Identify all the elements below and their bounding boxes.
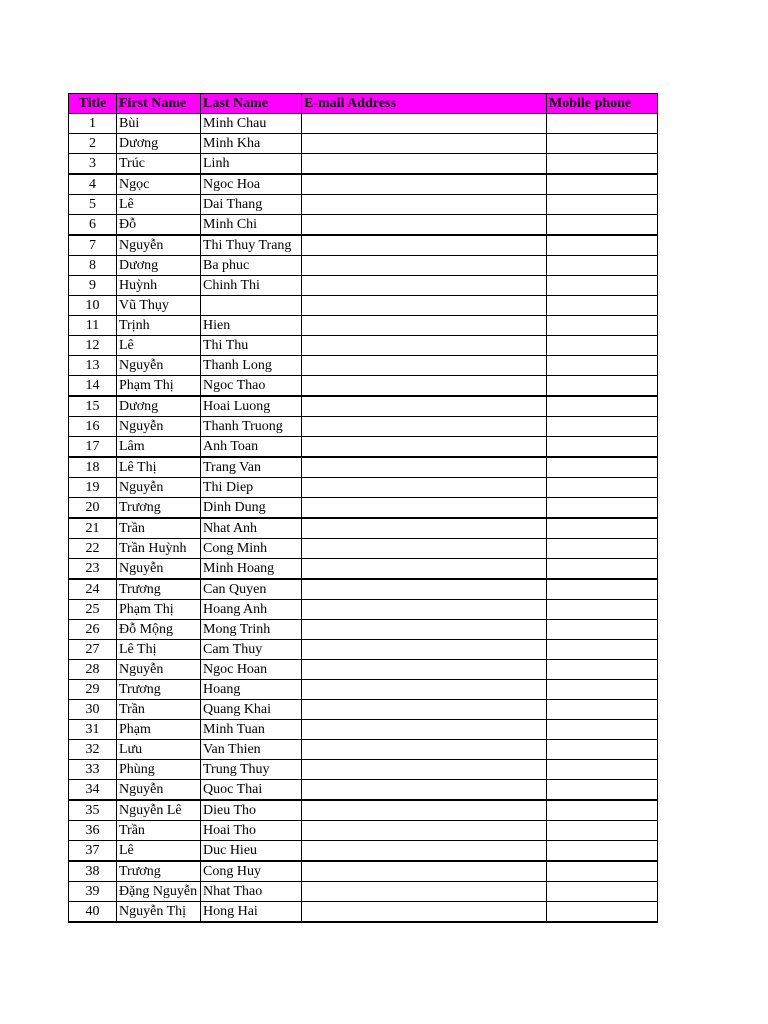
cell-last-name: Minh Chi <box>201 215 302 236</box>
cell-first-name: Lê Thị <box>117 640 201 660</box>
cell-title: 40 <box>69 902 117 923</box>
cell-last-name: Thi Diep <box>201 478 302 498</box>
cell-last-name: Ba phuc <box>201 256 302 276</box>
cell-mobile-phone <box>547 276 658 296</box>
header-row <box>69 94 658 114</box>
cell-last-name: Trang Van <box>201 457 302 478</box>
cell-email <box>302 437 547 458</box>
header-mobile-phone: Mobile phone <box>547 94 658 114</box>
cell-title: 32 <box>69 740 117 760</box>
table-row <box>69 174 658 195</box>
cell-title: 3 <box>69 154 117 175</box>
cell-mobile-phone <box>547 821 658 841</box>
cell-first-name: Dương <box>117 134 201 154</box>
cell-title: 6 <box>69 215 117 236</box>
cell-title: 16 <box>69 417 117 437</box>
table-row <box>69 882 658 902</box>
table-row <box>69 760 658 780</box>
cell-last-name: Dinh Dung <box>201 498 302 519</box>
table-header <box>69 94 658 114</box>
cell-mobile-phone <box>547 680 658 700</box>
cell-last-name: Dai Thang <box>201 195 302 215</box>
cell-title: 30 <box>69 700 117 720</box>
cell-mobile-phone <box>547 457 658 478</box>
cell-email <box>302 620 547 640</box>
cell-email <box>302 256 547 276</box>
cell-email <box>302 417 547 437</box>
table-row <box>69 396 658 417</box>
cell-title: 8 <box>69 256 117 276</box>
cell-first-name: Ngọc <box>117 174 201 195</box>
cell-mobile-phone <box>547 600 658 620</box>
cell-title: 5 <box>69 195 117 215</box>
cell-last-name: Cong Huy <box>201 861 302 882</box>
table-body <box>69 114 658 923</box>
cell-first-name: Trần <box>117 700 201 720</box>
cell-first-name: Dương <box>117 256 201 276</box>
cell-email <box>302 215 547 236</box>
cell-email <box>302 539 547 559</box>
cell-mobile-phone <box>547 154 658 175</box>
table-row <box>69 316 658 336</box>
table-row <box>69 559 658 580</box>
cell-title: 26 <box>69 620 117 640</box>
cell-title: 38 <box>69 861 117 882</box>
cell-mobile-phone <box>547 539 658 559</box>
table-row <box>69 841 658 862</box>
cell-first-name: Trương <box>117 579 201 600</box>
cell-mobile-phone <box>547 316 658 336</box>
table-row <box>69 296 658 316</box>
cell-mobile-phone <box>547 760 658 780</box>
cell-first-name: Lê <box>117 336 201 356</box>
table-row <box>69 235 658 256</box>
cell-email <box>302 457 547 478</box>
table-row <box>69 336 658 356</box>
cell-mobile-phone <box>547 800 658 821</box>
cell-first-name: Lâm <box>117 437 201 458</box>
cell-title: 19 <box>69 478 117 498</box>
cell-email <box>302 336 547 356</box>
cell-email <box>302 720 547 740</box>
cell-first-name: Trần <box>117 821 201 841</box>
cell-email <box>302 780 547 801</box>
cell-mobile-phone <box>547 720 658 740</box>
cell-last-name: Ngoc Hoan <box>201 660 302 680</box>
cell-first-name: Trương <box>117 498 201 519</box>
table-row <box>69 680 658 700</box>
table-row <box>69 539 658 559</box>
cell-last-name: Linh <box>201 154 302 175</box>
cell-mobile-phone <box>547 640 658 660</box>
cell-title: 18 <box>69 457 117 478</box>
cell-mobile-phone <box>547 296 658 316</box>
cell-last-name: Minh Hoang <box>201 559 302 580</box>
table-row <box>69 154 658 175</box>
cell-mobile-phone <box>547 215 658 236</box>
cell-last-name: Trung Thuy <box>201 760 302 780</box>
cell-title: 36 <box>69 821 117 841</box>
cell-first-name: Lê <box>117 195 201 215</box>
cell-last-name: Chinh Thi <box>201 276 302 296</box>
cell-last-name: Hong Hai <box>201 902 302 923</box>
cell-title: 28 <box>69 660 117 680</box>
header-email: E-mail Address <box>302 94 547 114</box>
cell-email <box>302 841 547 862</box>
cell-first-name: Nguyễn Thị <box>117 902 201 923</box>
table-row <box>69 660 658 680</box>
cell-title: 9 <box>69 276 117 296</box>
cell-mobile-phone <box>547 478 658 498</box>
cell-last-name: Cam Thuy <box>201 640 302 660</box>
cell-email <box>302 902 547 923</box>
table-row <box>69 376 658 397</box>
cell-first-name: Đỗ Mộng <box>117 620 201 640</box>
cell-first-name: Phạm <box>117 720 201 740</box>
table-row <box>69 600 658 620</box>
cell-mobile-phone <box>547 498 658 519</box>
table-row <box>69 356 658 376</box>
header-last-name: Last Name <box>201 94 302 114</box>
cell-first-name: Trần Huỳnh <box>117 539 201 559</box>
cell-title: 17 <box>69 437 117 458</box>
table-row <box>69 134 658 154</box>
cell-email <box>302 498 547 519</box>
cell-email <box>302 174 547 195</box>
cell-email <box>302 396 547 417</box>
cell-mobile-phone <box>547 660 658 680</box>
cell-title: 27 <box>69 640 117 660</box>
cell-mobile-phone <box>547 356 658 376</box>
cell-email <box>302 235 547 256</box>
cell-email <box>302 579 547 600</box>
cell-title: 1 <box>69 114 117 134</box>
cell-last-name: Minh Kha <box>201 134 302 154</box>
cell-title: 2 <box>69 134 117 154</box>
cell-mobile-phone <box>547 620 658 640</box>
cell-last-name: Hoai Luong <box>201 396 302 417</box>
cell-first-name: Nguyễn Lê <box>117 800 201 821</box>
cell-last-name: Duc Hieu <box>201 841 302 862</box>
cell-first-name: Phạm Thị <box>117 376 201 397</box>
cell-first-name: Nguyễn <box>117 417 201 437</box>
table-row <box>69 800 658 821</box>
table-row <box>69 498 658 519</box>
cell-first-name: Đặng Nguyễn <box>117 882 201 902</box>
cell-last-name: Thi Thuy Trang <box>201 235 302 256</box>
table-row <box>69 256 658 276</box>
cell-title: 13 <box>69 356 117 376</box>
cell-first-name: Trương <box>117 680 201 700</box>
table-row <box>69 518 658 539</box>
cell-email <box>302 296 547 316</box>
cell-title: 21 <box>69 518 117 539</box>
cell-title: 14 <box>69 376 117 397</box>
cell-title: 25 <box>69 600 117 620</box>
cell-title: 23 <box>69 559 117 580</box>
cell-mobile-phone <box>547 579 658 600</box>
cell-email <box>302 356 547 376</box>
cell-email <box>302 134 547 154</box>
cell-email <box>302 882 547 902</box>
cell-first-name: Vũ Thụy <box>117 296 201 316</box>
cell-first-name: Lê Thị <box>117 457 201 478</box>
cell-title: 7 <box>69 235 117 256</box>
cell-last-name: Hien <box>201 316 302 336</box>
table-row <box>69 417 658 437</box>
cell-first-name: Nguyễn <box>117 356 201 376</box>
cell-email <box>302 154 547 175</box>
cell-last-name: Minh Tuan <box>201 720 302 740</box>
cell-email <box>302 478 547 498</box>
cell-first-name: Trịnh <box>117 316 201 336</box>
cell-last-name: Hoang <box>201 680 302 700</box>
cell-first-name: Trần <box>117 518 201 539</box>
cell-last-name: Cong Minh <box>201 539 302 559</box>
cell-last-name: Quang Khai <box>201 700 302 720</box>
cell-title: 39 <box>69 882 117 902</box>
cell-last-name: Minh Chau <box>201 114 302 134</box>
cell-mobile-phone <box>547 740 658 760</box>
cell-email <box>302 700 547 720</box>
cell-title: 24 <box>69 579 117 600</box>
cell-last-name: Ngoc Thao <box>201 376 302 397</box>
cell-mobile-phone <box>547 174 658 195</box>
cell-mobile-phone <box>547 882 658 902</box>
cell-title: 10 <box>69 296 117 316</box>
cell-email <box>302 559 547 580</box>
table-row <box>69 437 658 458</box>
cell-email <box>302 800 547 821</box>
table-row <box>69 861 658 882</box>
cell-title: 15 <box>69 396 117 417</box>
cell-email <box>302 861 547 882</box>
table-row <box>69 640 658 660</box>
cell-title: 11 <box>69 316 117 336</box>
cell-email <box>302 660 547 680</box>
cell-title: 34 <box>69 780 117 801</box>
header-first-name: First Name <box>117 94 201 114</box>
cell-last-name: Nhat Anh <box>201 518 302 539</box>
cell-first-name: Bùi <box>117 114 201 134</box>
cell-title: 33 <box>69 760 117 780</box>
cell-mobile-phone <box>547 376 658 397</box>
table-row <box>69 457 658 478</box>
cell-email <box>302 640 547 660</box>
cell-email <box>302 600 547 620</box>
cell-first-name: Đỗ <box>117 215 201 236</box>
cell-email <box>302 760 547 780</box>
table-row <box>69 620 658 640</box>
cell-mobile-phone <box>547 780 658 801</box>
cell-mobile-phone <box>547 841 658 862</box>
cell-mobile-phone <box>547 417 658 437</box>
cell-title: 37 <box>69 841 117 862</box>
cell-first-name: Trương <box>117 861 201 882</box>
cell-title: 29 <box>69 680 117 700</box>
table-row <box>69 821 658 841</box>
cell-first-name: Phạm Thị <box>117 600 201 620</box>
cell-title: 31 <box>69 720 117 740</box>
table-row <box>69 195 658 215</box>
cell-first-name: Nguyễn <box>117 660 201 680</box>
cell-last-name: Anh Toan <box>201 437 302 458</box>
table-row <box>69 780 658 801</box>
cell-last-name: Can Quyen <box>201 579 302 600</box>
table-row <box>69 215 658 236</box>
table-row <box>69 478 658 498</box>
cell-email <box>302 316 547 336</box>
cell-mobile-phone <box>547 902 658 923</box>
cell-mobile-phone <box>547 195 658 215</box>
cell-email <box>302 821 547 841</box>
cell-last-name <box>201 296 302 316</box>
cell-first-name: Trúc <box>117 154 201 175</box>
cell-email <box>302 114 547 134</box>
cell-mobile-phone <box>547 396 658 417</box>
cell-last-name: Hoai Tho <box>201 821 302 841</box>
cell-mobile-phone <box>547 256 658 276</box>
table-row <box>69 276 658 296</box>
cell-mobile-phone <box>547 134 658 154</box>
cell-last-name: Dieu Tho <box>201 800 302 821</box>
cell-last-name: Hoang Anh <box>201 600 302 620</box>
cell-first-name: Nguyễn <box>117 478 201 498</box>
cell-title: 35 <box>69 800 117 821</box>
cell-last-name: Mong Trinh <box>201 620 302 640</box>
cell-mobile-phone <box>547 336 658 356</box>
cell-last-name: Nhat Thao <box>201 882 302 902</box>
cell-first-name: Phùng <box>117 760 201 780</box>
cell-mobile-phone <box>547 700 658 720</box>
cell-last-name: Ngoc Hoa <box>201 174 302 195</box>
cell-last-name: Thi Thu <box>201 336 302 356</box>
cell-first-name: Dương <box>117 396 201 417</box>
cell-title: 22 <box>69 539 117 559</box>
contact-table <box>68 93 658 923</box>
cell-first-name: Nguyễn <box>117 559 201 580</box>
cell-last-name: Thanh Long <box>201 356 302 376</box>
table-row <box>69 700 658 720</box>
cell-last-name: Quoc Thai <box>201 780 302 801</box>
cell-email <box>302 518 547 539</box>
cell-mobile-phone <box>547 437 658 458</box>
table-row <box>69 114 658 134</box>
cell-mobile-phone <box>547 518 658 539</box>
cell-email <box>302 680 547 700</box>
cell-first-name: Lưu <box>117 740 201 760</box>
cell-first-name: Nguyễn <box>117 780 201 801</box>
cell-title: 12 <box>69 336 117 356</box>
cell-mobile-phone <box>547 861 658 882</box>
cell-title: 4 <box>69 174 117 195</box>
cell-email <box>302 740 547 760</box>
cell-first-name: Huỳnh <box>117 276 201 296</box>
table-row <box>69 579 658 600</box>
cell-first-name: Lê <box>117 841 201 862</box>
cell-email <box>302 376 547 397</box>
cell-last-name: Thanh Truong <box>201 417 302 437</box>
table-row <box>69 740 658 760</box>
cell-first-name: Nguyễn <box>117 235 201 256</box>
table-row <box>69 902 658 923</box>
table-row <box>69 720 658 740</box>
cell-last-name: Van Thien <box>201 740 302 760</box>
cell-mobile-phone <box>547 114 658 134</box>
header-title: Title <box>69 94 117 114</box>
cell-title: 20 <box>69 498 117 519</box>
cell-email <box>302 276 547 296</box>
cell-email <box>302 195 547 215</box>
cell-mobile-phone <box>547 235 658 256</box>
cell-mobile-phone <box>547 559 658 580</box>
